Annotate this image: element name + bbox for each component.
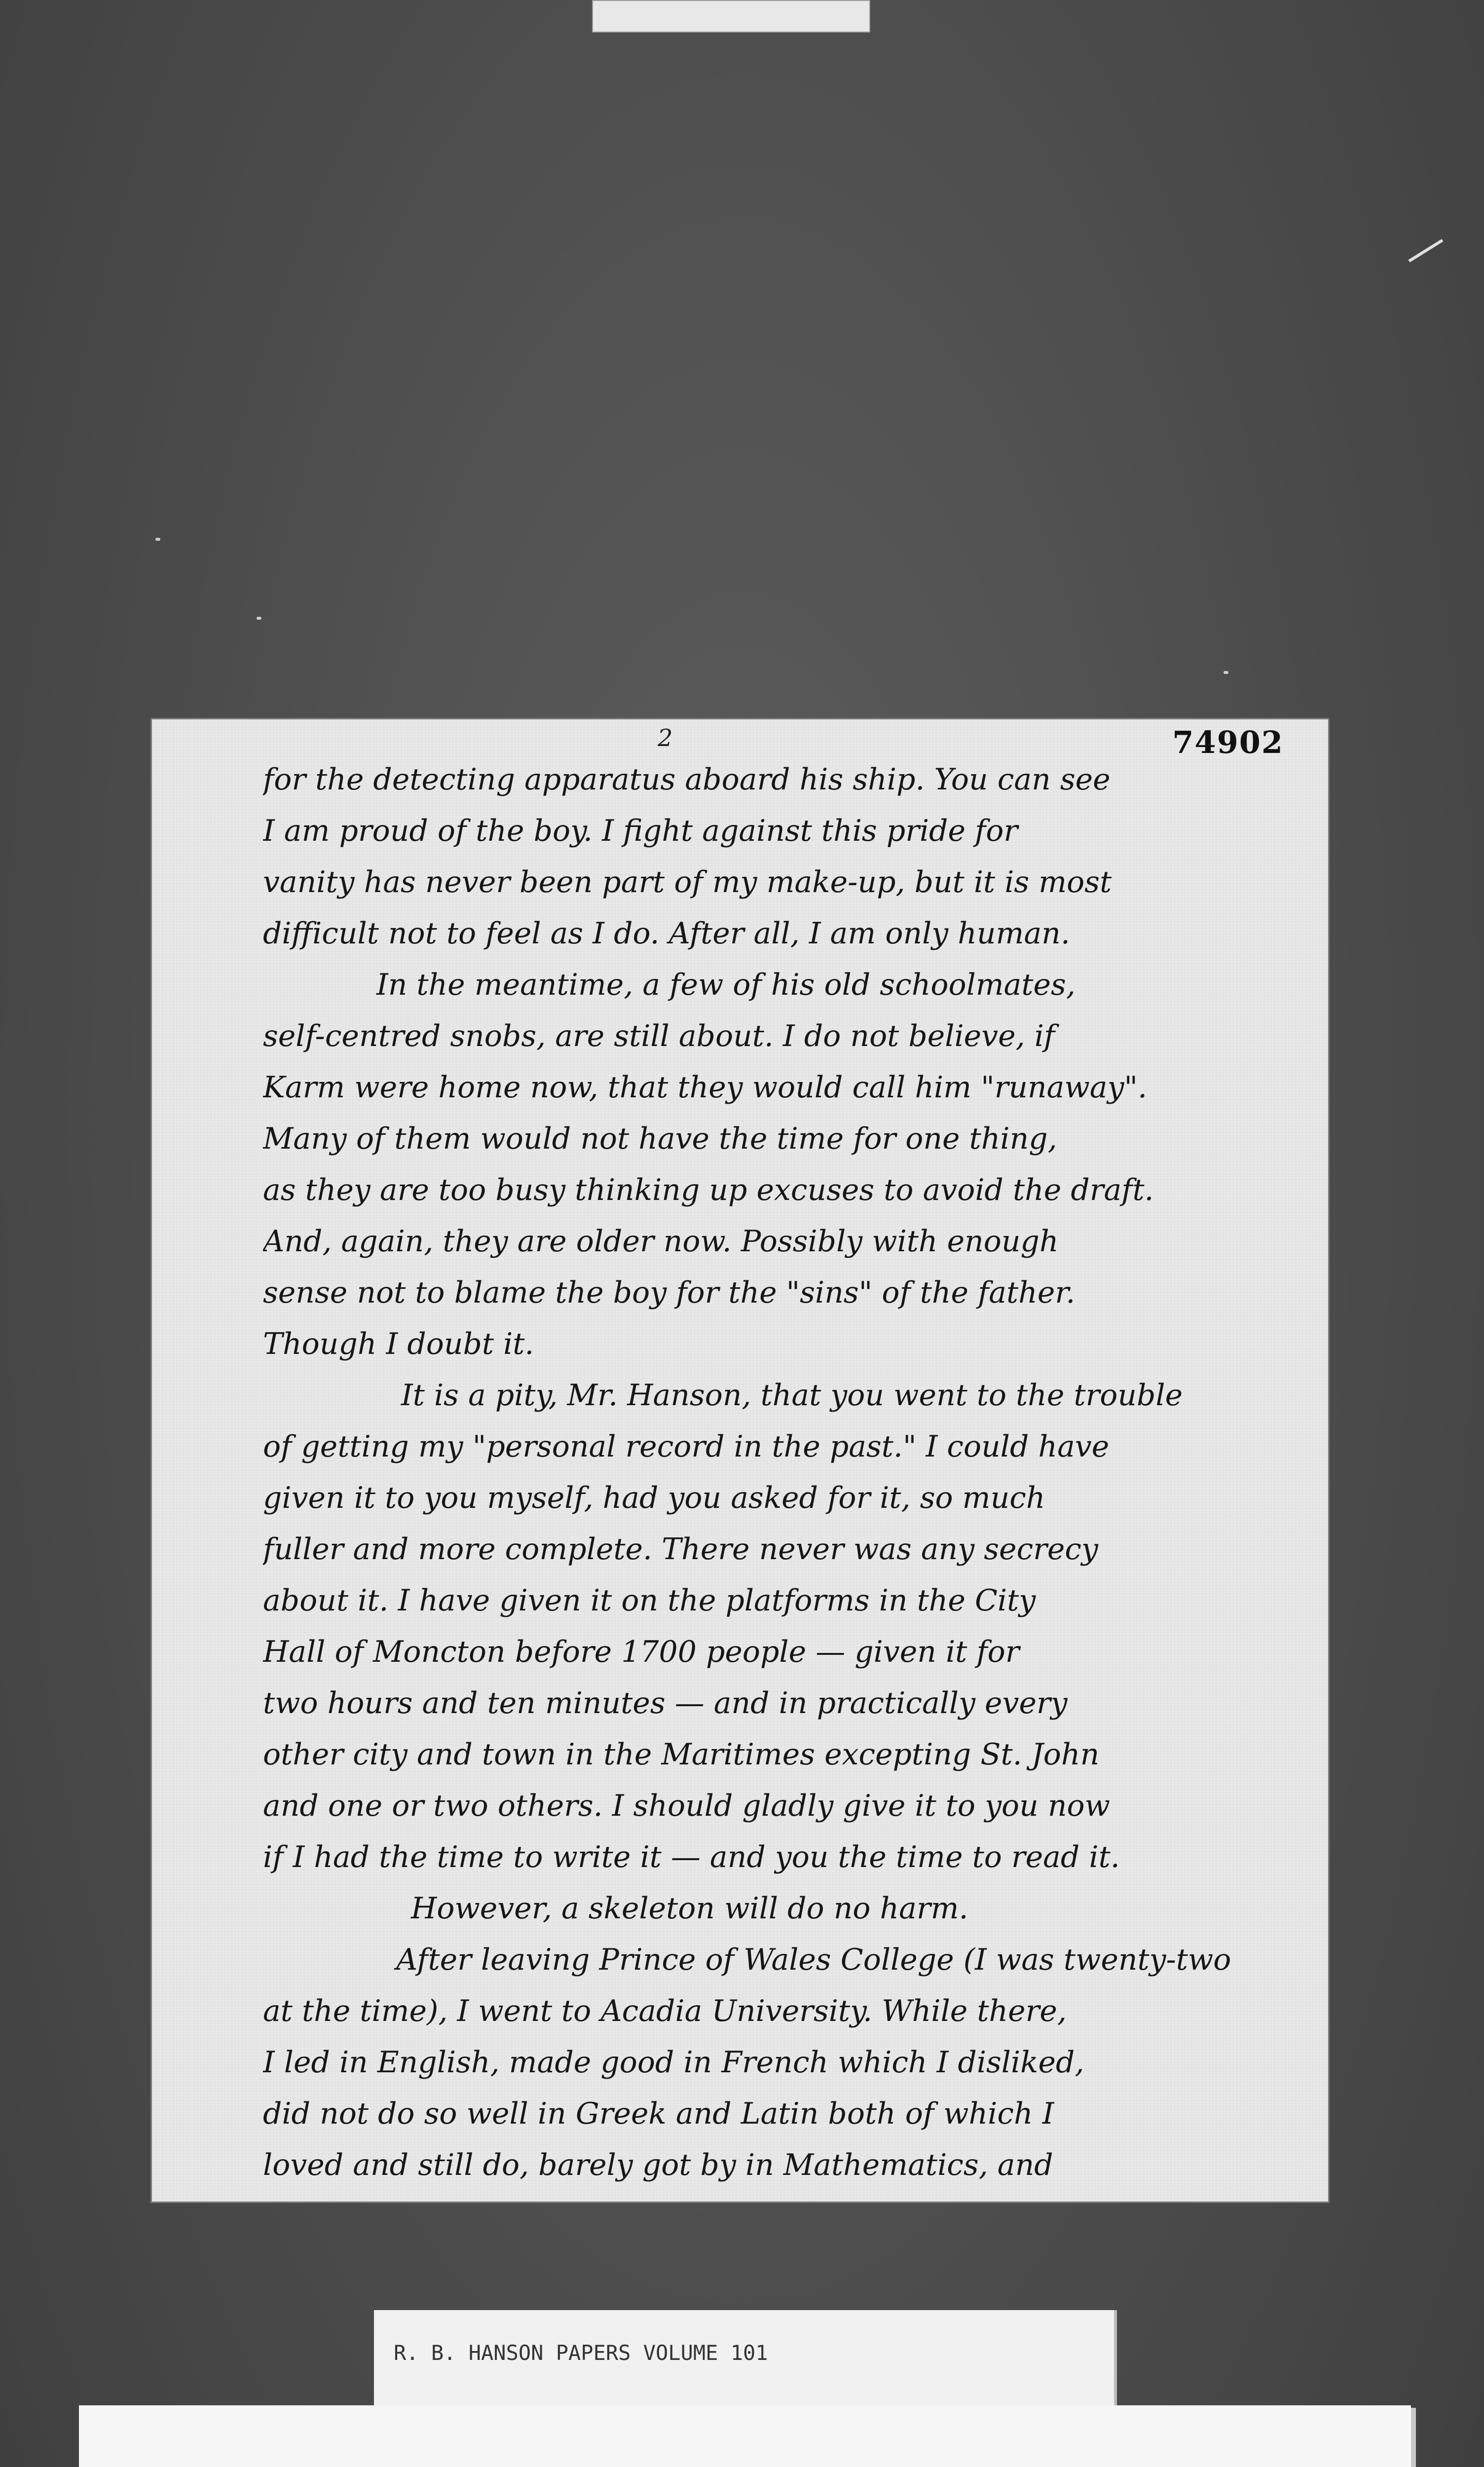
top-clip-tab [592,0,870,33]
letter-line: other city and town in the Maritimes excepting St. John [263,1737,1100,1772]
letter-line: Though I doubt it. [263,1327,534,1361]
letter-line: Karm were home now, that they would call him "runaway". [263,1070,1148,1105]
letter-line: I led in English, made good in French which I disliked, [263,2045,1084,2080]
letter-line: And, again, they are older now. Possibly with enough [263,1224,1059,1259]
letter-line: and one or two others. I should gladly give it to you now [263,1789,1110,1823]
letter-body [263,754,1299,2191]
letter-line: self-centred snobs, are still about. I do not believe, if [263,1019,1055,1053]
letter-line: In the meantime, a few of his old schoolmates, [376,968,1076,1002]
letter-line: did not do so well in Greek and Latin both of which I [263,2096,1054,2131]
letter-line: at the time), I went to Acadia University. While there, [263,1994,1067,2028]
letter-line: sense not to blame the boy for the "sins" of the father. [263,1275,1076,1310]
letter-line: loved and still do, barely got by in Mathematics, and [263,2148,1053,2182]
film-mark [1408,239,1443,262]
film-speck [155,538,160,541]
letter-line: about it. I have given it on the platforms in the City [263,1583,1036,1618]
archives-label-card [79,2405,1411,2467]
collection-volume-label: R. B. HANSON PAPERS VOLUME 101 [394,2341,768,2365]
film-speck [257,617,261,620]
letter-line: Many of them would not have the time for one thing, [263,1121,1057,1156]
letter-line: given it to you myself, had you asked for it, so much [263,1481,1045,1515]
letter-line: It is a pity, Mr. Hanson, that you went to the trouble [401,1378,1183,1413]
letter-line: as they are too busy thinking up excuses to avoid the draft. [263,1173,1154,1207]
handwritten-letter-page [150,718,1330,2203]
letter-line: However, a skeleton will do no harm. [411,1891,968,1926]
film-speck [1224,671,1228,674]
letter-line: two hours and ten minutes — and in practically every [263,1686,1068,1720]
letter-line: Hall of Moncton before 1700 people — given it for [263,1635,1020,1669]
letter-line: I am proud of the boy. I fight against this pride for [263,814,1018,848]
letter-line: After leaving Prince of Wales College (I was twenty-two [396,1943,1231,1977]
letter-line: vanity has never been part of my make-up, but it is most [263,865,1112,899]
letter-line: difficult not to feel as I do. After all, I am only human. [263,916,1070,951]
letter-line: of getting my "personal record in the past." I could have [263,1429,1110,1464]
collection-volume-slip [374,2310,1117,2409]
letter-line: if I had the time to write it — and you the time to read it. [263,1840,1120,1874]
letter-line: for the detecting apparatus aboard his ship. You can see [263,762,1111,797]
archive-file-number: 74902 [1172,724,1284,760]
page-number: 2 [658,724,673,752]
letter-line: fuller and more complete. There never was any secrecy [263,1532,1098,1567]
